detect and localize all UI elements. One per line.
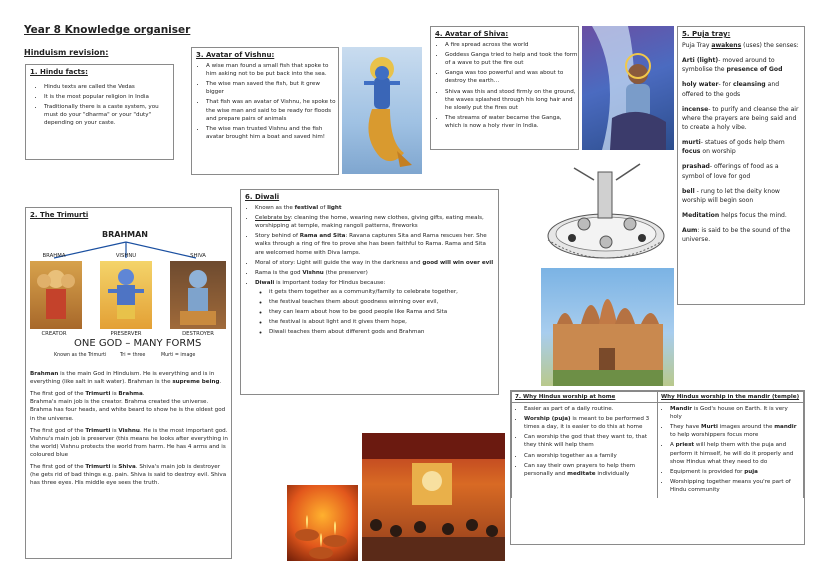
diwali-celebrate: • Celebrate by: cleaning the home, wearing new clothes, giving gifts, eating meals, worshipping at temple, making rangoli patterns, fireworks <box>255 214 494 230</box>
list-item: • Hindu texts are called the Vedas <box>44 83 173 91</box>
diwali-story: • Story behind of Rama and Sita: Ravana captures Sita and Rama rescues her. She walks through a ring of fire to prove she has been faithful to Rama. Rama and Sita are welcomed home with Diva lamps. <box>255 232 494 256</box>
home-column-header: 7. Why Hindus worship at home <box>512 392 658 403</box>
brahma-paragraph: The first god of the Trimurti is Brahma. Brahma's main job is the creator. Brahma created the universe. Brahma has four heads, and white beard to show he is the oldest god in the universe. <box>30 391 226 422</box>
diwali-reason: ◦ the festival is about light and it gives them hope, <box>269 318 494 326</box>
trimurti-text <box>30 370 228 491</box>
diwali-moral: • Moral of story: Light will guide the way in the darkness and good will win over evil <box>255 259 494 267</box>
vishnu-fish-image <box>342 47 422 174</box>
brahman-label: BRAHMAN <box>102 230 148 239</box>
shiva-avatar-heading: 4. Avatar of Shiva: <box>435 30 509 38</box>
role-creator: CREATOR <box>41 331 67 337</box>
one-god-banner: ONE GOD – MANY FORMS <box>74 338 202 349</box>
puja-entry-arti: Arti (light)- moved around to symbolise the presence of God <box>682 57 783 74</box>
diwali-god: • Rama is the god Vishnu (the preserver) <box>255 269 494 277</box>
mandir-reason: • Worshipping together means you're part of Hindu community <box>670 478 800 494</box>
vishnu-avatar-heading: 3. Avatar of Vishnu: <box>196 51 275 59</box>
puja-entry-meditation: Meditation helps focus the mind. <box>682 211 787 219</box>
list-item: • The wise man saved the fish, but it grew bigger <box>206 80 338 96</box>
puja-entry-bell: bell - rung to let the deity know worship will begin soon <box>682 187 780 204</box>
diwali-reason: ◦ they can learn about how to be good people like Rama and Sita <box>269 308 494 316</box>
god-name-brahma: BRAHMA <box>42 253 66 259</box>
tri-label: Tri = three <box>120 353 146 358</box>
hindu-facts-box <box>25 64 174 160</box>
list-item: • Traditionally there is a caste system, you must do your "dharma" or your "duty" depending on your caste. <box>44 103 173 127</box>
home-reason: • Can worship the god that they want to, that they think will help them <box>524 433 654 449</box>
shiva-god-image <box>170 261 226 329</box>
diwali-known-as: • Known as the festival of light <box>255 204 494 212</box>
list-item: • A wise man found a small fish that spoke to him asking not to be put back into the sea. <box>206 62 338 78</box>
vishnu-paragraph: The first god of the Trimurti is Vishnu. He is the most important god. Vishnu's main job is preserver (this means he looks after everything in the world) Vishnu protects the world from harm. He has 4 arms and is coloured blue <box>30 427 228 458</box>
puja-entry-water: holy water- for cleansing and offered to the gods <box>682 81 780 98</box>
worship-table <box>511 391 804 498</box>
puja-tray-heading: 5. Puja tray: <box>682 30 731 38</box>
home-reason: • Can say their own prayers to help them personally and meditate individually <box>524 462 654 478</box>
puja-tray-image <box>544 160 668 266</box>
shiva-image <box>582 26 674 150</box>
shiva-paragraph: The first god of the Trimurti is Shiva. Shiva's main job is destroyer (he gets rid of bad things e.g. pain. Shiva is said to destroy evil. Shiva has three eyes. His middle eye sees the truth. <box>30 464 227 487</box>
list-item: • It is the most popular religion in India <box>44 93 173 101</box>
diwali-reason: ◦ the festival teaches them about goodness winning over evil, <box>269 298 494 306</box>
known-as-label: Known as the Trimurti <box>54 353 107 358</box>
vishnu-avatar-box <box>191 47 339 175</box>
home-reason: • Worship (puja) is meant to be performed 3 times a day, it is easier to do this at home <box>524 415 654 431</box>
diwali-heading: 6. Diwali <box>245 193 280 201</box>
shiva-avatar-box <box>430 26 579 150</box>
hindu-facts-heading: 1. Hindu facts: <box>30 68 88 76</box>
list-item: • Shiva was this and stood firmly on the ground, the waves splashed through his long hair and he slowly put the fires out <box>445 88 578 112</box>
home-reason: • Can worship together as a family <box>524 452 654 460</box>
list-item: • The streams of water became the Ganga, which is now a holy river in India. <box>445 114 578 130</box>
brahman-paragraph: Brahman is the main God in Hinduism. He is everything and is in everything (like salt in salt water). Brahman is the supreme being. <box>30 371 222 386</box>
list-item: • Goddess Ganga tried to help and took the form of a wave to put the fire out <box>445 51 578 67</box>
worship-table-box <box>510 390 805 545</box>
role-preserver: PRESERVER <box>110 331 142 337</box>
puja-entry-aum: Aum: is said to be the sound of the universe. <box>682 227 791 244</box>
trimurti-box <box>25 207 232 559</box>
puja-entry-prashad: prashad- offerings of food as a symbol of love for god <box>682 163 779 180</box>
diva-lamps-image <box>287 485 358 561</box>
list-item: • The wise man trusted Vishnu and the fish avatar brought him a boat and saved him! <box>206 125 338 141</box>
god-name-vishnu: VISHNU <box>115 253 137 259</box>
diwali-important: • Diwali is important today for Hindus because: ◦ it gets them together as a community/family to celebrate together, ◦ the festival teaches them about goodness winning over evil, ◦ they can learn about how to be good people like Rama and Sita ◦ the festival is about light and it gives them hope, ◦ Diwali teaches them about different gods and Brahman <box>255 279 494 337</box>
god-name-shiva: SHIVA <box>190 253 206 259</box>
mandir-reason: • Mandir is God's house on Earth. It is very holy <box>670 405 800 421</box>
temple-worship-image <box>362 433 505 561</box>
mandir-column-header: Why Hindus worship in the mandir (temple) <box>658 392 804 403</box>
temple-image <box>541 268 674 386</box>
role-destroyer: DESTROYER <box>182 331 214 337</box>
trimurti-heading: 2. The Trimurti <box>30 211 89 219</box>
diwali-box <box>240 189 499 395</box>
puja-entry-incense: incense- to purify and cleanse the air where the prayers are being said and to create a holy vibe. <box>682 105 799 131</box>
list-item: • A fire spread across the world <box>445 41 578 49</box>
mandir-column <box>658 403 804 499</box>
puja-tray-box <box>677 26 805 305</box>
page-title: Year 8 Knowledge organiser <box>24 24 191 36</box>
diwali-reason: ◦ it gets them together as a community/family to celebrate together, <box>269 288 494 296</box>
puja-entry-murti: murti- statues of gods help them focus on worship <box>682 139 785 156</box>
home-column <box>512 403 658 499</box>
mandir-reason: • They have Murti images around the mandir to help worshippers focus more <box>670 423 800 439</box>
list-item: • Ganga was too powerful and was about to destroy the earth… <box>445 69 578 85</box>
page-subtitle: Hinduism revision: <box>24 48 109 57</box>
mandir-reason: • Equipment is provided for puja <box>670 468 800 476</box>
mandir-reason: • A priest will help them with the puja and perform it himself, he will do it properly and show Hindus what they need to do <box>670 441 800 465</box>
vishnu-image <box>100 261 152 329</box>
home-reason: • Easier as part of a daily routine. <box>524 405 654 413</box>
brahma-image <box>30 261 82 329</box>
murti-label: Murti = image <box>161 353 196 358</box>
diwali-reason: ◦ Diwali teaches them about different gods and Brahman <box>269 328 494 336</box>
puja-intro: Puja Tray awakens (uses) the senses: <box>682 42 799 49</box>
list-item: • That fish was an avatar of Vishnu, he spoke to the wise man and said to be ready for floods and prepare pairs of animals <box>206 98 338 122</box>
